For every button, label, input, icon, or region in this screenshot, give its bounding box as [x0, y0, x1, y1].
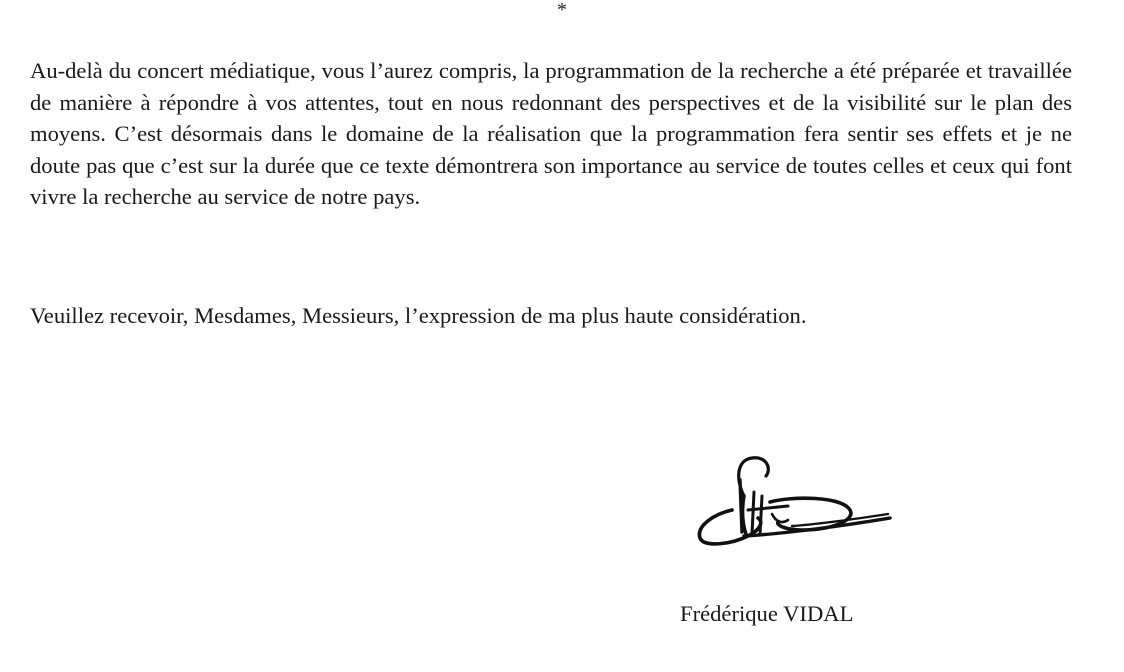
section-separator: *	[557, 0, 567, 21]
closing-paragraph: Veuillez recevoir, Mesdames, Messieurs, l’expression de ma plus haute considération.	[30, 303, 807, 328]
handwritten-signature	[692, 452, 892, 552]
signer-name: Frédérique VIDAL	[680, 601, 854, 626]
body-paragraph: Au-delà du concert médiatique, vous l’aurez compris, la programmation de la recherche a été préparée et travaillée de manière à répondre à vos attentes, tout en nous redonnant des perspectives et de la visibilité sur le plan des moyens. C’est désormais dans le domaine de la réalisation que la programmation fera sentir ses effets et je ne doute pas que c’est sur la durée que ce texte démontrera son importance au service de toutes celles et ceux qui font vivre la recherche au service de notre pays.	[30, 58, 1072, 210]
